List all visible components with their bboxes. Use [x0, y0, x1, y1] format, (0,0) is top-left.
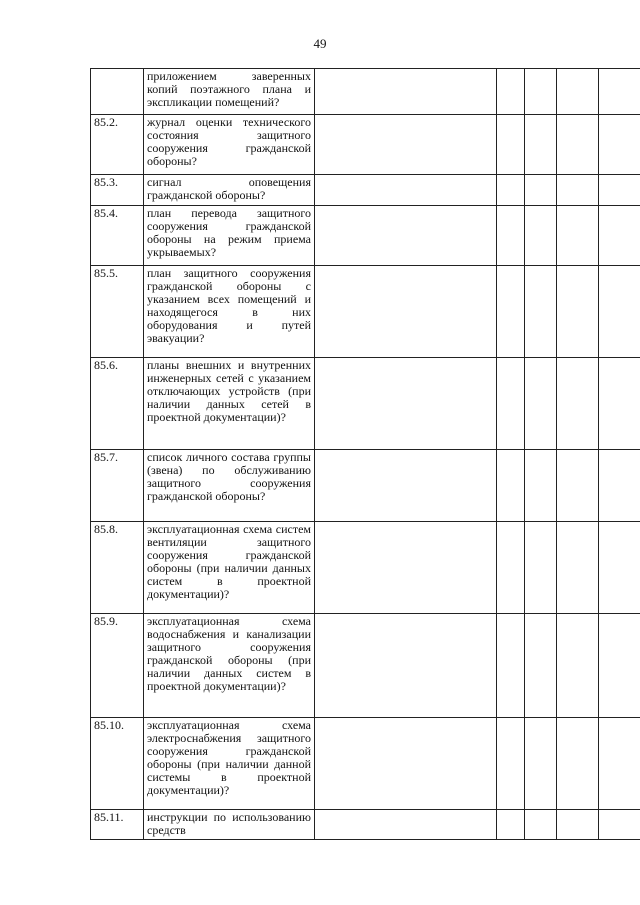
answer-cell	[557, 266, 599, 358]
answer-cell	[599, 266, 640, 358]
answer-cell	[315, 358, 497, 450]
item-number: 85.11.	[91, 810, 144, 840]
answer-cell	[557, 810, 599, 840]
answer-cell	[557, 69, 599, 115]
item-question: сигнал оповещения гражданской обороны?	[144, 175, 315, 206]
item-question: журнал оценки технического состояния защитного сооружения гражданской обороны?	[144, 115, 315, 175]
item-question: инструкции по использованию средств	[144, 810, 315, 840]
item-number: 85.4.	[91, 206, 144, 266]
item-number: 85.5.	[91, 266, 144, 358]
answer-cell	[497, 266, 525, 358]
table-row	[91, 450, 640, 522]
item-question: эксплуатационная схема электроснабжения защитного сооружения гражданской обороны (при наличии данной системы в проектной документации)?	[144, 718, 315, 810]
answer-cell	[525, 358, 557, 450]
item-question: эксплуатационная схема систем вентиляции защитного сооружения гражданской обороны (при наличии данных систем в проектной документации)?	[144, 522, 315, 614]
answer-cell	[315, 115, 497, 175]
table-row	[91, 266, 640, 358]
page-number: 49	[313, 36, 327, 51]
answer-cell	[525, 115, 557, 175]
answer-cell	[599, 206, 640, 266]
table-row	[91, 206, 640, 266]
answer-cell	[315, 614, 497, 718]
item-question: приложением заверенных копий поэтажного плана и экспликации помещений?	[144, 69, 315, 115]
answer-cell	[599, 718, 640, 810]
answer-cell	[497, 450, 525, 522]
item-number	[91, 69, 144, 115]
answer-cell	[525, 175, 557, 206]
item-number: 85.10.	[91, 718, 144, 810]
answer-cell	[525, 206, 557, 266]
answer-cell	[557, 450, 599, 522]
answer-cell	[497, 522, 525, 614]
answer-cell	[557, 358, 599, 450]
answer-cell	[525, 522, 557, 614]
answer-cell	[315, 175, 497, 206]
answer-cell	[599, 358, 640, 450]
answer-cell	[557, 718, 599, 810]
answer-cell	[525, 614, 557, 718]
checklist-table	[90, 68, 640, 840]
item-number: 85.6.	[91, 358, 144, 450]
answer-cell	[315, 450, 497, 522]
answer-cell	[525, 718, 557, 810]
answer-cell	[599, 614, 640, 718]
table-row	[91, 115, 640, 175]
answer-cell	[557, 115, 599, 175]
table-row	[91, 522, 640, 614]
answer-cell	[497, 614, 525, 718]
answer-cell	[557, 614, 599, 718]
item-question: планы внешних и внутренних инженерных сетей с указанием отключающих устройств (при наличии данных сетей в проектной документации)?	[144, 358, 315, 450]
item-question: план перевода защитного сооружения гражданской обороны на режим приема укрываемых?	[144, 206, 315, 266]
item-number: 85.9.	[91, 614, 144, 718]
answer-cell	[557, 206, 599, 266]
item-number: 85.2.	[91, 115, 144, 175]
answer-cell	[497, 718, 525, 810]
item-number: 85.3.	[91, 175, 144, 206]
answer-cell	[599, 810, 640, 840]
answer-cell	[315, 206, 497, 266]
answer-cell	[557, 175, 599, 206]
answer-cell	[525, 69, 557, 115]
item-number: 85.8.	[91, 522, 144, 614]
answer-cell	[497, 175, 525, 206]
table-row	[91, 614, 640, 718]
table-row	[91, 175, 640, 206]
answer-cell	[525, 810, 557, 840]
item-question: список личного состава группы (звена) по обслуживанию защитного сооружения гражданской обороны?	[144, 450, 315, 522]
answer-cell	[497, 358, 525, 450]
answer-cell	[525, 266, 557, 358]
answer-cell	[599, 175, 640, 206]
answer-cell	[599, 115, 640, 175]
table-row	[91, 358, 640, 450]
answer-cell	[315, 69, 497, 115]
item-number: 85.7.	[91, 450, 144, 522]
answer-cell	[497, 115, 525, 175]
item-question: эксплуатационная схема водоснабжения и канализации защитного сооружения гражданской обороны (при наличии данных систем в проектной документации)?	[144, 614, 315, 718]
answer-cell	[599, 69, 640, 115]
answer-cell	[497, 69, 525, 115]
answer-cell	[599, 522, 640, 614]
item-question: план защитного сооружения гражданской обороны с указанием всех помещений и находящегося в них оборудования и путей эвакуации?	[144, 266, 315, 358]
answer-cell	[497, 206, 525, 266]
table-row	[91, 810, 640, 840]
answer-cell	[557, 522, 599, 614]
answer-cell	[315, 266, 497, 358]
table-row	[91, 718, 640, 810]
answer-cell	[315, 718, 497, 810]
table-row	[91, 69, 640, 115]
answer-cell	[315, 810, 497, 840]
answer-cell	[497, 810, 525, 840]
answer-cell	[315, 522, 497, 614]
answer-cell	[599, 450, 640, 522]
answer-cell	[525, 450, 557, 522]
